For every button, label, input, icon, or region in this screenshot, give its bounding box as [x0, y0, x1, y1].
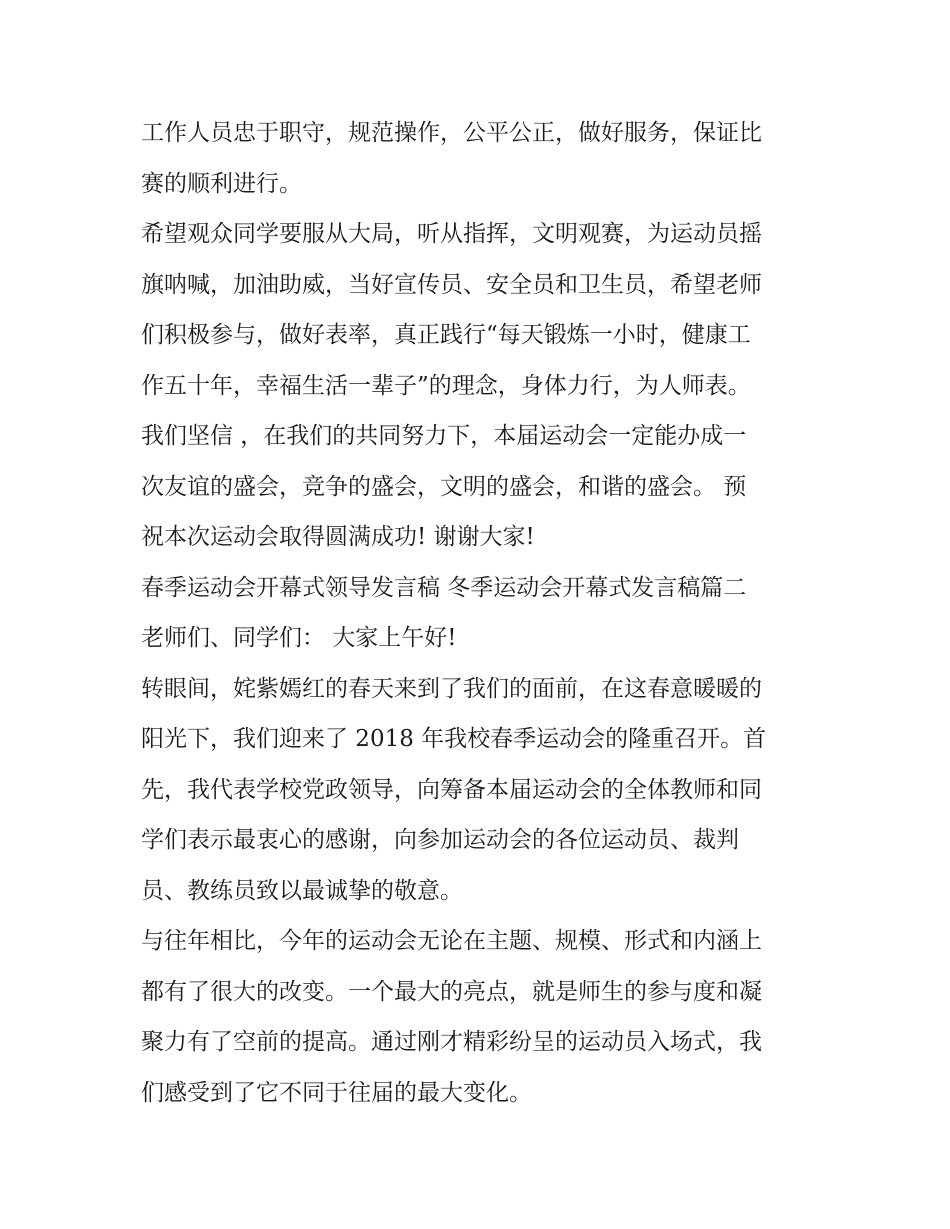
text-line: 员、教练员致以最诚挚的敬意。 — [141, 877, 463, 904]
text-line: 与往年相比，今年的运动会无论在主题、规模、形式和内涵上 — [141, 928, 762, 954]
document-body — [141, 108, 821, 1118]
greeting-line: 老师们、同学们： 大家上午好! — [141, 625, 457, 651]
text-line: 聚力有了空前的提高。通过刚才精彩纷呈的运动员入场式，我 — [141, 1029, 762, 1055]
text-line: 作五十年，幸福生活一辈子”的理念，身体力行，为人师表。 — [141, 372, 751, 399]
text-line: 希望观众同学要服从大局，听从指挥，文明观赛，为运动员摇 — [141, 221, 762, 247]
text-line: 们积极参与，做好表率，真正践行“每天锻炼一小时，健康工 — [141, 322, 751, 348]
text-line: 们感受到了它不同于往届的最大变化。 — [141, 1079, 532, 1106]
text-line: 阳光下，我们迎来了 2018 年我校春季运动会的隆重召开。首 — [141, 726, 767, 752]
text-line: 次友谊的盛会，竞争的盛会，文明的盛会，和谐的盛会。 预 — [141, 473, 747, 500]
text-line: 我们坚信 ，在我们的共同努力下，本届运动会一定能办成一 — [141, 423, 747, 449]
text-line: 都有了很大的改变。一个最大的亮点，就是师生的参与度和凝 — [141, 978, 762, 1005]
text-line: 学们表示最衷心的感谢，向参加运动会的各位运动员、裁判 — [141, 827, 739, 853]
text-line: 祝本次运动会取得圆满成功! 谢谢大家! — [141, 524, 535, 550]
section-heading: 春季运动会开幕式领导发言稿 冬季运动会开幕式发言稿篇二 — [141, 574, 747, 601]
text-line: 赛的顺利进行。 — [141, 170, 302, 197]
text-line: 工作人员忠于职守，规范操作，公平公正，做好服务，保证比 — [141, 120, 762, 146]
text-line: 旗呐喊，加油助威，当好宣传员、安全员和卫生员，希望老师 — [141, 271, 762, 298]
text-line: 先，我代表学校党政领导，向筹备本届运动会的全体教师和同 — [141, 776, 762, 803]
text-line: 转眼间，姹紫嫣红的春天来到了我们的面前，在这春意暖暖的 — [141, 675, 762, 702]
